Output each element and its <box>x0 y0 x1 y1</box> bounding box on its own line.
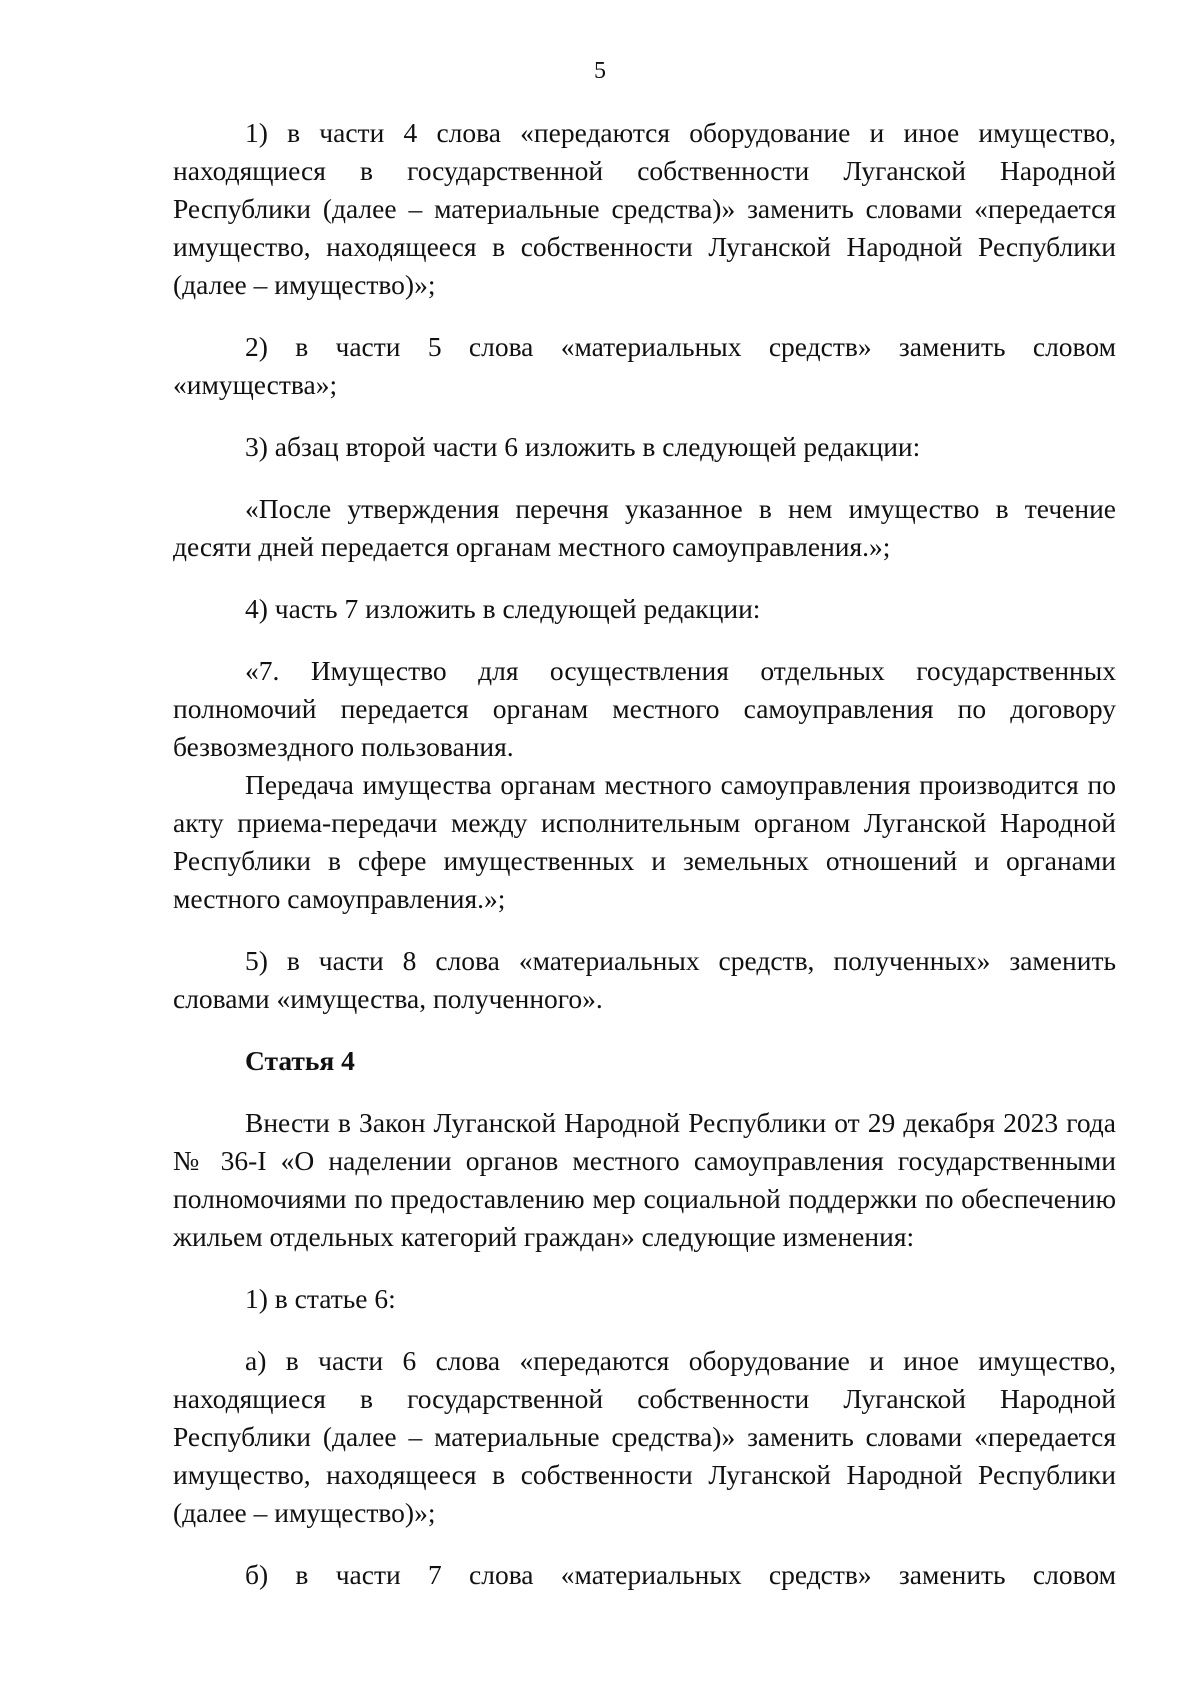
paragraph-1-item-5: 5) в части 8 слова «материальных средств, полученных» заменить словами «имущества, полученного». <box>173 945 1116 1014</box>
paragraph-article-4-item-1: 1) в статье 6: <box>245 1283 396 1314</box>
paragraph-1-item-1: 1) в части 4 слова «передаются оборудование и иное имущество, находящиеся в государственной собственности Луганской Народной Республики (далее – материальные средства)» заменить словами «передается имущество, находящееся в собственности Луганской Народной Республики (далее – имущество)»; <box>173 117 1116 300</box>
paragraph-quote-part-7: «7. Имущество для осуществления отдельных государственных полномочий передается органам местного самоуправления по договору безвозмездного пользования. <box>173 655 1116 762</box>
paragraph-quote-part-6: «После утверждения перечня указанное в нем имущество в течение десяти дней передается органам местного самоуправления.»; <box>173 493 1116 562</box>
paragraph-article-4-intro: Внести в Закон Луганской Народной Республики от 29 декабря 2023 года № 36-I «О наделении органов местного самоуправления государственными полномочиями по предоставлению мер социальной поддержки по обеспечению жильем отдельных категорий граждан» следующие изменения: <box>173 1107 1116 1252</box>
paragraph-article-4-subitem-b: б) в части 7 слова «материальных средств» заменить словом <box>245 1559 1116 1590</box>
document-body <box>173 114 1116 1594</box>
paragraph-1-item-4: 4) часть 7 изложить в следующей редакции: <box>245 593 761 624</box>
page-number: 5 <box>594 58 606 84</box>
article-heading: Статья 4 <box>245 1045 355 1076</box>
paragraph-quote-part-7-continued: Передача имущества органам местного самоуправления производится по акту приема-передачи между исполнительным органом Луганской Народной Республики в сфере имущественных и земельных отношений и органами местного самоуправления.»; <box>173 769 1116 914</box>
paragraph-1-item-3: 3) абзац второй части 6 изложить в следующей редакции: <box>245 431 921 462</box>
paragraph-article-4-subitem-a: а) в части 6 слова «передаются оборудование и иное имущество, находящиеся в государственной собственности Луганской Народной Республики (далее – материальные средства)» заменить словами «передается имущество, находящееся в собственности Луганской Народной Республики (далее – имущество)»; <box>173 1345 1116 1528</box>
paragraph-1-item-2: 2) в части 5 слова «материальных средств» заменить словом «имущества»; <box>173 331 1116 400</box>
